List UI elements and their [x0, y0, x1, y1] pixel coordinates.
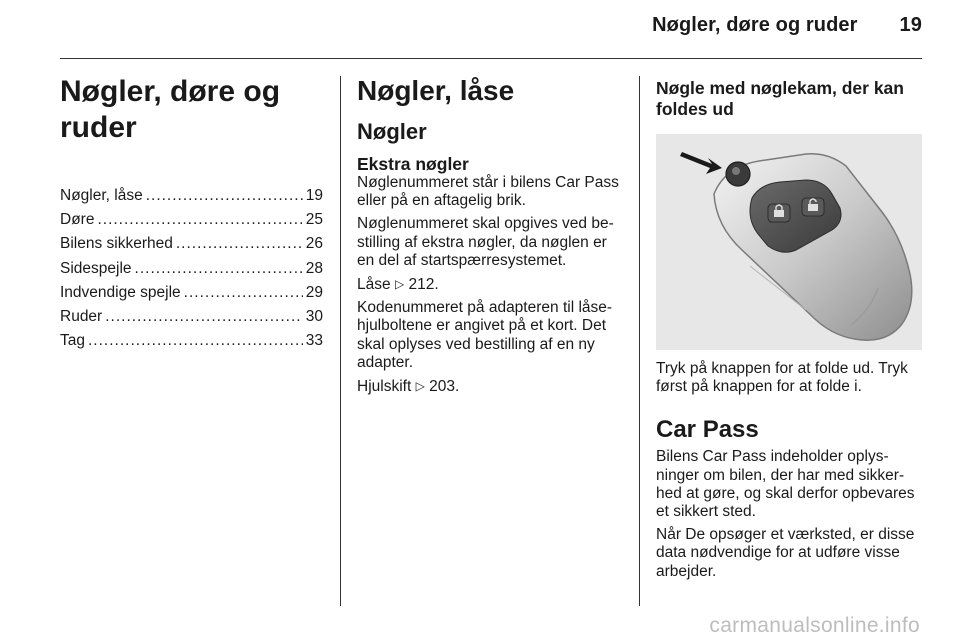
chapter-column [60, 74, 323, 353]
reference-page: 212. [408, 276, 439, 294]
right-column [656, 74, 922, 586]
column-divider-2 [639, 76, 640, 606]
toc-item[interactable] [60, 305, 323, 329]
toc-item[interactable] [60, 257, 323, 281]
chapter-title: Nøgler, døre og ruder [60, 75, 281, 144]
cross-reference[interactable] [357, 377, 622, 396]
toc-page: 26 [305, 235, 323, 253]
toc-label: Tag [60, 332, 85, 350]
reference-text: Hjulskift [357, 378, 412, 396]
paragraph: Nøglenummeret skal opgives ved be-stilling af ekstra nøgler, da nøglen er en del af startspærresystemet. [357, 215, 614, 269]
toc-leader [146, 184, 303, 208]
toc-leader [176, 232, 303, 256]
toc-page: 25 [305, 211, 323, 229]
toc-label: Døre [60, 211, 95, 229]
section-column [357, 74, 622, 401]
toc-leader [97, 208, 302, 232]
toc-item[interactable] [60, 232, 323, 256]
watermark: carmanualsonline.info [709, 614, 920, 637]
toc-page: 28 [305, 259, 323, 277]
arrow-icon: ▷ [415, 379, 425, 394]
running-head-title: Nøgler, døre og ruder [652, 14, 858, 36]
paragraph: Nøglenummeret står i bilens Car Pass eller på en aftagelig brik. [357, 174, 619, 210]
toc-leader [184, 281, 303, 305]
paragraph: Kodenummeret på adapteren til låse-hjulboltene er angivet på et kort. Det skal oplyses ved bestilling af en ny adapter. [357, 299, 613, 371]
table-of-contents [60, 184, 323, 353]
toc-leader [135, 257, 303, 281]
subsection-title: Nøgler [357, 119, 427, 144]
reference-text: Låse [357, 276, 391, 294]
paragraph: Når De opsøger et værksted, er disse data nødvendige for at udføre visse arbejder. [656, 526, 915, 580]
header-rule [60, 58, 922, 59]
toc-page: 29 [305, 283, 323, 301]
cross-reference[interactable] [357, 275, 622, 294]
page-number: 19 [899, 14, 922, 36]
section-title: Nøgler, låse [357, 75, 515, 106]
car-pass-title: Car Pass [656, 416, 759, 444]
toc-label: Indvendige spejle [60, 283, 181, 301]
figure-caption: Tryk på knappen for at folde ud. Tryk først på knappen for at folde i. [656, 360, 908, 396]
arrow-icon: ▷ [394, 277, 405, 292]
toc-page: 30 [305, 308, 323, 326]
folding-key-illustration [656, 134, 922, 350]
toc-label: Nøgler, låse [60, 187, 143, 204]
toc-item[interactable] [60, 281, 323, 305]
toc-leader [105, 305, 303, 329]
toc-label: Sidespejle [60, 259, 132, 277]
toc-label: Ruder [60, 308, 103, 326]
toc-label: Bilens sikkerhed [60, 235, 173, 253]
toc-item[interactable] [60, 184, 323, 208]
column-divider-1 [340, 76, 341, 606]
minor-heading: Ekstra nøgler [357, 154, 469, 174]
toc-item[interactable] [60, 329, 323, 353]
reference-page: 203. [429, 378, 460, 396]
running-head [652, 14, 922, 37]
key-heading: Nøgle med nøglekam, der kan foldes ud [656, 78, 904, 119]
toc-item[interactable] [60, 208, 323, 232]
key-fob-icon [656, 134, 922, 350]
toc-leader [88, 329, 303, 353]
toc-page: 19 [305, 187, 323, 204]
toc-page: 33 [305, 332, 323, 350]
paragraph: Bilens Car Pass indeholder oplys-ninger om bilen, der har med sikker-hed at gøre, og skal derfor opbevares et sikkert sted. [656, 448, 915, 521]
